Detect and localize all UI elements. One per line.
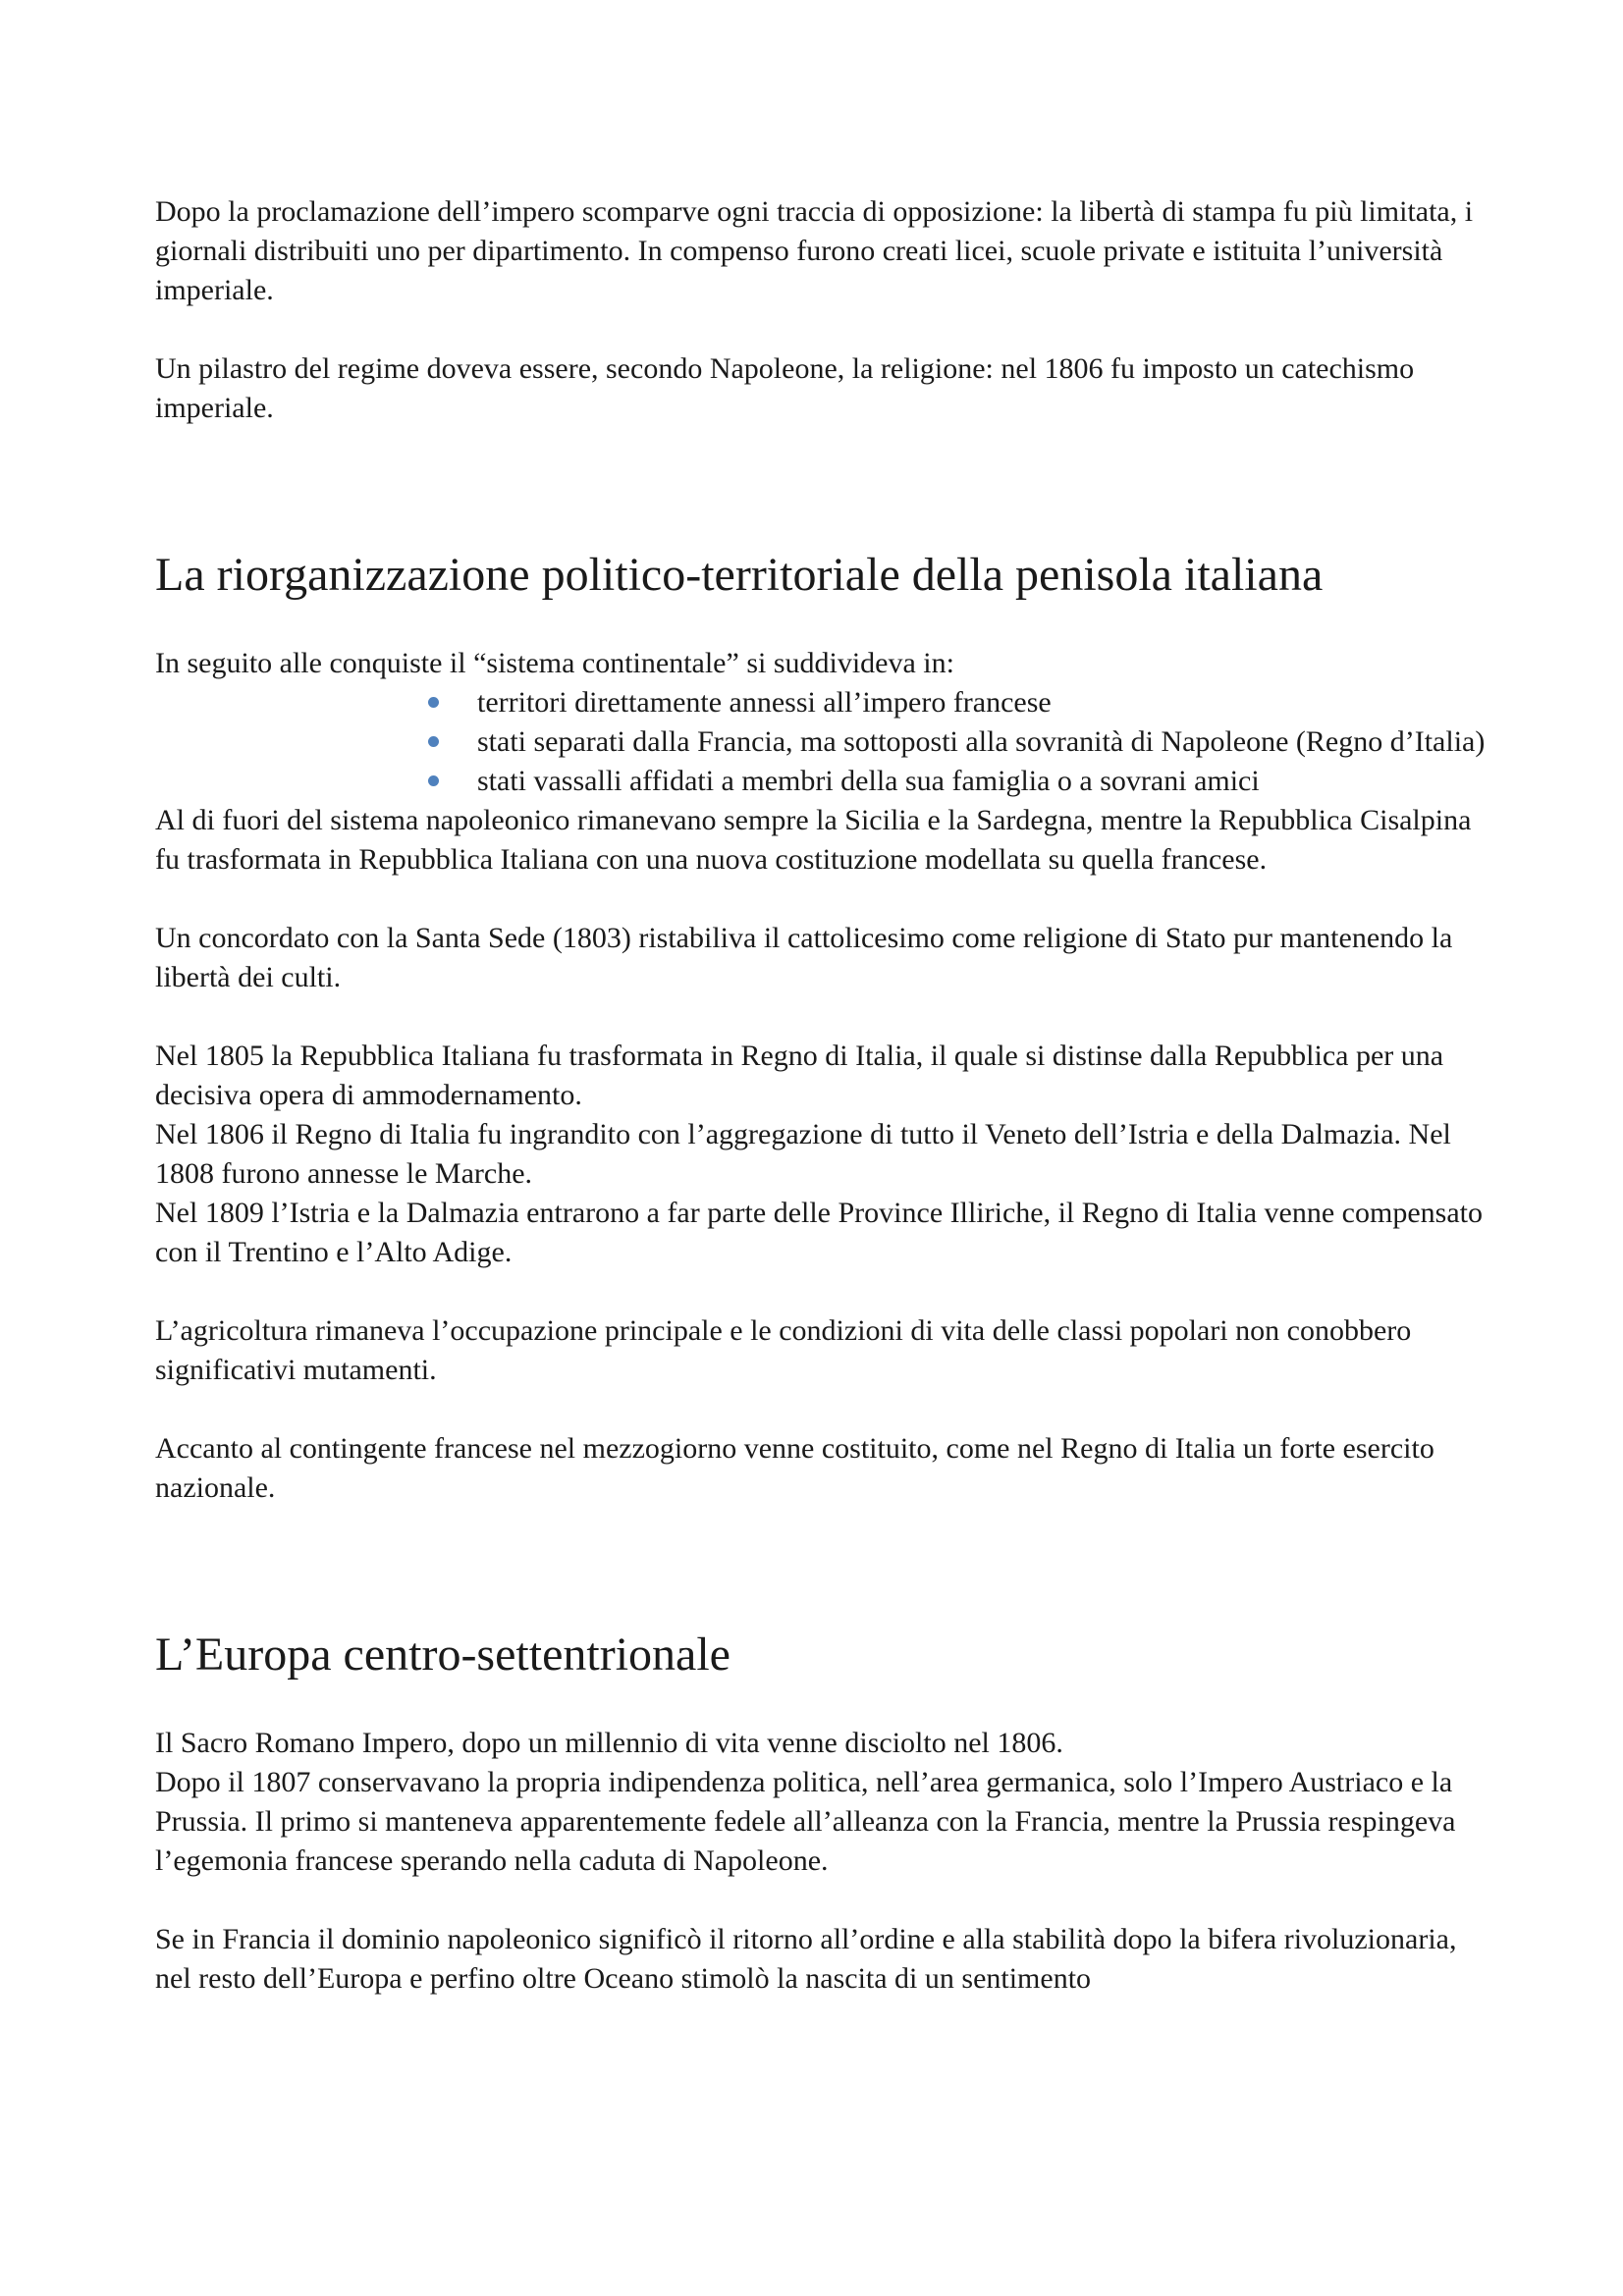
paragraph-concordato: Un concordato con la Santa Sede (1803) ristabiliva il cattolicesimo come religione di Stato pur mantenendo la libertà dei culti. — [155, 922, 1453, 993]
list-item — [428, 722, 1490, 762]
list-item-text: stati separati dalla Francia, ma sottoposti alla sovranità di Napoleone (Regno d’Italia) — [477, 725, 1486, 758]
paragraph-1805: Nel 1805 la Repubblica Italiana fu trasformata in Regno di Italia, il quale si distinse dalla Repubblica per una decisiva opera di ammodernamento. — [155, 1040, 1444, 1111]
paragraph-esercito: Accanto al contingente francese nel mezzogiorno venne costituito, come nel Regno di Italia un forte esercito nazionale. — [155, 1432, 1434, 1504]
paragraph-intro-religione: Un pilastro del regime doveva essere, secondo Napoleone, la religione: nel 1806 fu imposto un catechismo imperiale. — [155, 352, 1415, 424]
spacer — [155, 428, 1490, 546]
spacer — [155, 997, 1490, 1037]
bullet-list-sistema — [155, 683, 1490, 801]
section-heading-penisola-italiana: La riorganizzazione politico-territoriale della penisola italiana — [155, 549, 1324, 601]
list-item — [428, 683, 1490, 722]
bullet-dot-icon — [428, 775, 439, 786]
bullet-dot-icon — [428, 697, 439, 708]
section-heading-europa: L’Europa centro-settentrionale — [155, 1629, 730, 1681]
document-page — [155, 192, 1490, 1999]
list-item — [428, 762, 1490, 801]
spacer — [155, 310, 1490, 349]
paragraph-sistema-continentale: In seguito alle conquiste il “sistema continentale” si suddivideva in: — [155, 647, 954, 679]
paragraph-sicilia-sardegna: Al di fuori del sistema napoleonico rimanevano sempre la Sicilia e la Sardegna, mentre la Repubblica Cisalpina fu trasformata in Repubblica Italiana con una nuova costituzione modellata su quella francese. — [155, 804, 1472, 876]
spacer — [155, 1684, 1490, 1724]
spacer — [155, 1272, 1490, 1311]
paragraph-1807: Dopo il 1807 conservavano la propria indipendenza politica, nell’area germanica, solo l’Impero Austriaco e la Prussia. Il primo si manteneva apparentemente fedele all’alleanza con la Francia, mentre la Prussia respingeva l’egemonia francese sperando nella caduta di Napoleone. — [155, 1766, 1456, 1877]
paragraph-agricoltura: L’agricoltura rimaneva l’occupazione principale e le condizioni di vita delle classi popolari non conobbero significativi mutamenti. — [155, 1314, 1412, 1386]
bullet-dot-icon — [428, 736, 439, 747]
paragraph-1806: Nel 1806 il Regno di Italia fu ingrandito con l’aggregazione di tutto il Veneto dell’Istria e della Dalmazia. Nel 1808 furono annesse le Marche. — [155, 1118, 1451, 1190]
paragraph-francia: Se in Francia il dominio napoleonico significò il ritorno all’ordine e alla stabilità dopo la bifera rivoluzionaria, nel resto dell’Europa e perfino oltre Oceano stimolò la nascita di un sentimento — [155, 1923, 1457, 1995]
list-item-text: territori direttamente annessi all’impero francese — [477, 686, 1052, 719]
paragraph-intro-stampa: Dopo la proclamazione dell’impero scomparve ogni traccia di opposizione: la libertà di stampa fu più limitata, i giornali distribuiti uno per dipartimento. In compenso furono creati licei, scuole private e istituita l’università imperiale. — [155, 195, 1474, 306]
spacer — [155, 605, 1490, 644]
spacer — [155, 880, 1490, 919]
paragraph-1809: Nel 1809 l’Istria e la Dalmazia entrarono a far parte delle Province Illiriche, il Regno di Italia venne compensato con il Trentino e l’Alto Adige. — [155, 1197, 1483, 1268]
spacer — [155, 1508, 1490, 1626]
paragraph-sacro-romano-impero: Il Sacro Romano Impero, dopo un millennio di vita venne disciolto nel 1806. — [155, 1727, 1063, 1759]
spacer — [155, 1881, 1490, 1920]
list-item-text: stati vassalli affidati a membri della sua famiglia o a sovrani amici — [477, 765, 1260, 797]
spacer — [155, 1390, 1490, 1429]
